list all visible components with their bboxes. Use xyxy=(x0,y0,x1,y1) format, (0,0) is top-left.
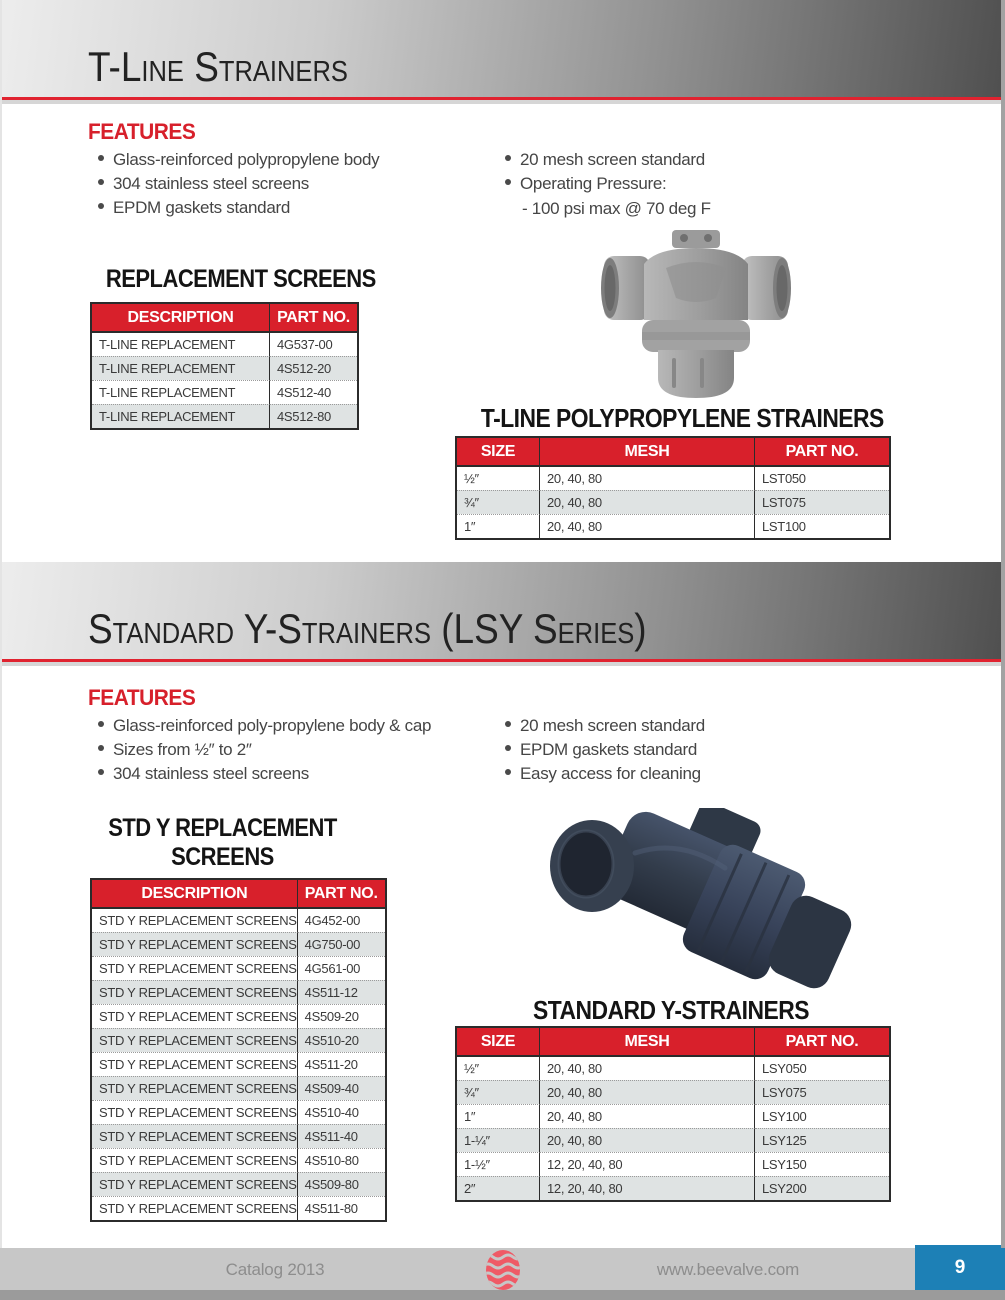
column-header: SIZE xyxy=(457,438,540,467)
page-number: 9 xyxy=(954,1256,966,1278)
feature-item xyxy=(505,150,705,174)
section2-features-left xyxy=(98,716,431,788)
section2-features-right xyxy=(505,716,705,788)
section1-features-left xyxy=(98,150,379,222)
table-cell: 4G561-00 xyxy=(298,956,385,980)
table-header-row xyxy=(92,880,385,909)
table-cell: STD Y REPLACEMENT SCREENS xyxy=(92,1172,298,1196)
replacement-screens-table xyxy=(90,302,359,430)
table-header-row xyxy=(92,304,357,333)
table-cell: STD Y REPLACEMENT SCREENS xyxy=(92,1196,298,1220)
table-cell: 20, 40, 80 xyxy=(540,490,755,514)
table-row xyxy=(457,1152,889,1176)
section2-features-heading: FEATURES xyxy=(88,685,196,710)
table-cell: 1-½″ xyxy=(457,1152,540,1176)
table-row xyxy=(457,1128,889,1152)
feature-item xyxy=(505,174,705,198)
table-cell: 4S511-80 xyxy=(298,1196,385,1220)
table-cell: STD Y REPLACEMENT SCREENS xyxy=(92,1148,298,1172)
catalog-edition: Catalog 2013 xyxy=(225,1260,325,1279)
table-row xyxy=(92,1028,385,1052)
bullet-icon xyxy=(98,769,104,775)
column-header: MESH xyxy=(540,438,755,467)
table-row xyxy=(457,467,889,490)
section2-header-band xyxy=(0,562,1005,662)
section2-title: Standard Y-Strainers (LSY Series) xyxy=(88,605,647,652)
feature-text: Operating Pressure: xyxy=(520,174,667,193)
bullet-icon xyxy=(98,155,104,161)
table-cell: LSY200 xyxy=(755,1176,889,1200)
table-cell: ½″ xyxy=(457,467,540,490)
feature-text: EPDM gaskets standard xyxy=(520,740,698,759)
table-row xyxy=(92,1148,385,1172)
feature-item xyxy=(98,150,379,174)
table-cell: 12, 20, 40, 80 xyxy=(540,1152,755,1176)
bullet-icon xyxy=(98,179,104,185)
t-line-strainers-table xyxy=(455,436,891,540)
column-header: SIZE xyxy=(457,1028,540,1057)
table-row xyxy=(92,1196,385,1220)
column-header: DESCRIPTION xyxy=(92,304,270,333)
table-cell: STD Y REPLACEMENT SCREENS xyxy=(92,932,298,956)
table-cell: 20, 40, 80 xyxy=(540,1128,755,1152)
table-row xyxy=(92,1052,385,1076)
bullet-icon xyxy=(98,203,104,209)
operating-pressure-detail: - 100 psi max @ 70 deg F xyxy=(522,199,711,218)
table-cell: 4S511-20 xyxy=(298,1052,385,1076)
table-cell: STD Y REPLACEMENT SCREENS xyxy=(92,1052,298,1076)
feature-text: Sizes from ½″ to 2″ xyxy=(113,740,252,759)
feature-item xyxy=(98,740,431,764)
column-header: PART NO. xyxy=(270,304,357,333)
section1-features-right xyxy=(505,150,705,198)
feature-item xyxy=(98,174,379,198)
table-cell: 20, 40, 80 xyxy=(540,1080,755,1104)
table-row xyxy=(92,333,357,356)
table-row xyxy=(457,1104,889,1128)
table-cell: LSY150 xyxy=(755,1152,889,1176)
table-cell: 12, 20, 40, 80 xyxy=(540,1176,755,1200)
feature-item xyxy=(505,764,705,788)
table-cell: LST050 xyxy=(762,471,806,486)
table-row xyxy=(457,1080,889,1104)
table-row xyxy=(92,1100,385,1124)
table-row xyxy=(92,356,357,380)
table-cell: STD Y REPLACEMENT SCREENS xyxy=(92,909,298,932)
table-row xyxy=(92,380,357,404)
feature-item xyxy=(98,716,431,740)
footer-bottom-strip xyxy=(0,1290,1005,1300)
table-cell: T-LINE REPLACEMENT xyxy=(92,333,270,356)
table-header-row xyxy=(457,438,889,467)
feature-text: 304 stainless steel screens xyxy=(113,174,310,193)
table-cell: STD Y REPLACEMENT SCREENS xyxy=(92,1076,298,1100)
table-cell: ½″ xyxy=(457,1057,540,1080)
table-cell: LSY100 xyxy=(755,1104,889,1128)
table-cell: 4S511-40 xyxy=(298,1124,385,1148)
title-line: STD Y REPLACEMENT xyxy=(108,814,337,842)
feature-text: 20 mesh screen standard xyxy=(520,150,705,169)
table-row xyxy=(457,490,889,514)
table-cell: 4S509-20 xyxy=(298,1004,385,1028)
table-header-row xyxy=(457,1028,889,1057)
table-row xyxy=(457,514,889,538)
feature-text: 304 stainless steel screens xyxy=(113,764,310,783)
table-cell: 4G452-00 xyxy=(304,913,361,928)
table-cell: STD Y REPLACEMENT SCREENS xyxy=(92,980,298,1004)
table-cell: LST100 xyxy=(755,514,889,538)
section1-title: T-Line Strainers xyxy=(88,43,348,90)
table-row xyxy=(457,1057,889,1080)
bullet-icon xyxy=(505,745,511,751)
table-cell: STD Y REPLACEMENT SCREENS xyxy=(92,1100,298,1124)
replacement-screens-title: REPLACEMENT SCREENS xyxy=(105,265,376,293)
table-cell: 4S510-40 xyxy=(298,1100,385,1124)
feature-text: 20 mesh screen standard xyxy=(520,716,705,735)
table-cell: STD Y REPLACEMENT SCREENS xyxy=(92,956,298,980)
table-cell: ¾″ xyxy=(457,1080,540,1104)
table-cell: STD Y REPLACEMENT SCREENS xyxy=(92,1124,298,1148)
bullet-icon xyxy=(505,721,511,727)
feature-text: Glass-reinforced poly-propylene body & cap xyxy=(113,716,432,735)
table-cell: LSY050 xyxy=(762,1061,807,1076)
table-cell: 4G537-00 xyxy=(277,337,333,352)
column-header: PART NO. xyxy=(755,1028,889,1057)
bullet-icon xyxy=(98,745,104,751)
table-cell: LST075 xyxy=(755,490,889,514)
bullet-icon xyxy=(505,769,511,775)
table-row xyxy=(92,909,385,932)
standard-y-strainers-title: STANDARD Y-STRAINERS xyxy=(533,995,809,1025)
table-row xyxy=(92,1004,385,1028)
table-cell: 1″ xyxy=(457,514,540,538)
page-number-badge xyxy=(915,1245,1005,1290)
website-url: www.beevalve.com xyxy=(656,1260,800,1279)
table-cell: T-LINE REPLACEMENT xyxy=(92,404,270,428)
beevalve-logo-icon xyxy=(483,1249,523,1291)
table-row xyxy=(92,1172,385,1196)
table-row xyxy=(92,956,385,980)
t-line-strainer-image xyxy=(596,228,796,400)
column-header: PART NO. xyxy=(298,880,385,909)
table-cell: STD Y REPLACEMENT SCREENS xyxy=(92,1004,298,1028)
page-edge-right xyxy=(1001,0,1005,1248)
bullet-icon xyxy=(505,155,511,161)
table-row xyxy=(92,1076,385,1100)
std-y-replacement-table xyxy=(90,878,387,1222)
table-row xyxy=(92,932,385,956)
feature-text: Easy access for cleaning xyxy=(520,764,701,783)
feature-item xyxy=(505,740,705,764)
feature-item xyxy=(505,716,705,740)
table-cell: 20, 40, 80 xyxy=(540,1057,755,1080)
table-cell: 4S509-80 xyxy=(298,1172,385,1196)
table-cell: 4S509-40 xyxy=(298,1076,385,1100)
table-cell: 4S510-20 xyxy=(298,1028,385,1052)
table-row xyxy=(92,980,385,1004)
table-row xyxy=(457,1176,889,1200)
y-strainer-image xyxy=(540,808,860,993)
title-line: SCREENS xyxy=(171,843,274,871)
page-edge-left xyxy=(0,0,2,1248)
t-line-strainers-title: T-LINE POLYPROPYLENE STRAINERS xyxy=(480,403,884,433)
standard-y-strainers-table xyxy=(455,1026,891,1202)
table-cell: 4G750-00 xyxy=(298,932,385,956)
table-cell: LSY075 xyxy=(755,1080,889,1104)
table-cell: LSY125 xyxy=(755,1128,889,1152)
table-cell: 1″ xyxy=(457,1104,540,1128)
column-header: PART NO. xyxy=(755,438,889,467)
table-cell: 20, 40, 80 xyxy=(540,1104,755,1128)
bullet-icon xyxy=(505,179,511,185)
table-cell: STD Y REPLACEMENT SCREENS xyxy=(92,1028,298,1052)
table-row xyxy=(92,1124,385,1148)
column-header: MESH xyxy=(540,1028,755,1057)
table-cell: T-LINE REPLACEMENT xyxy=(92,356,270,380)
table-cell: 4S512-80 xyxy=(270,404,357,428)
feature-text: Glass-reinforced polypropylene body xyxy=(113,150,380,169)
table-cell: 4S512-40 xyxy=(270,380,357,404)
feature-text: EPDM gaskets standard xyxy=(113,198,291,217)
table-cell: 4S512-20 xyxy=(270,356,357,380)
section1-features-heading: FEATURES xyxy=(88,119,196,144)
section1-header-band xyxy=(0,0,1005,100)
column-header: DESCRIPTION xyxy=(92,880,298,909)
bullet-icon xyxy=(98,721,104,727)
feature-item xyxy=(98,198,379,222)
table-cell: 4S511-12 xyxy=(298,980,385,1004)
table-cell: 20, 40, 80 xyxy=(540,467,755,490)
table-cell: ¾″ xyxy=(457,490,540,514)
table-cell: 4S510-80 xyxy=(298,1148,385,1172)
table-cell: 1-¼″ xyxy=(457,1128,540,1152)
table-cell: 20, 40, 80 xyxy=(540,514,755,538)
std-y-replacement-title xyxy=(106,814,339,872)
feature-item xyxy=(98,764,431,788)
table-cell: T-LINE REPLACEMENT xyxy=(92,380,270,404)
table-cell: 2″ xyxy=(457,1176,540,1200)
table-row xyxy=(92,404,357,428)
